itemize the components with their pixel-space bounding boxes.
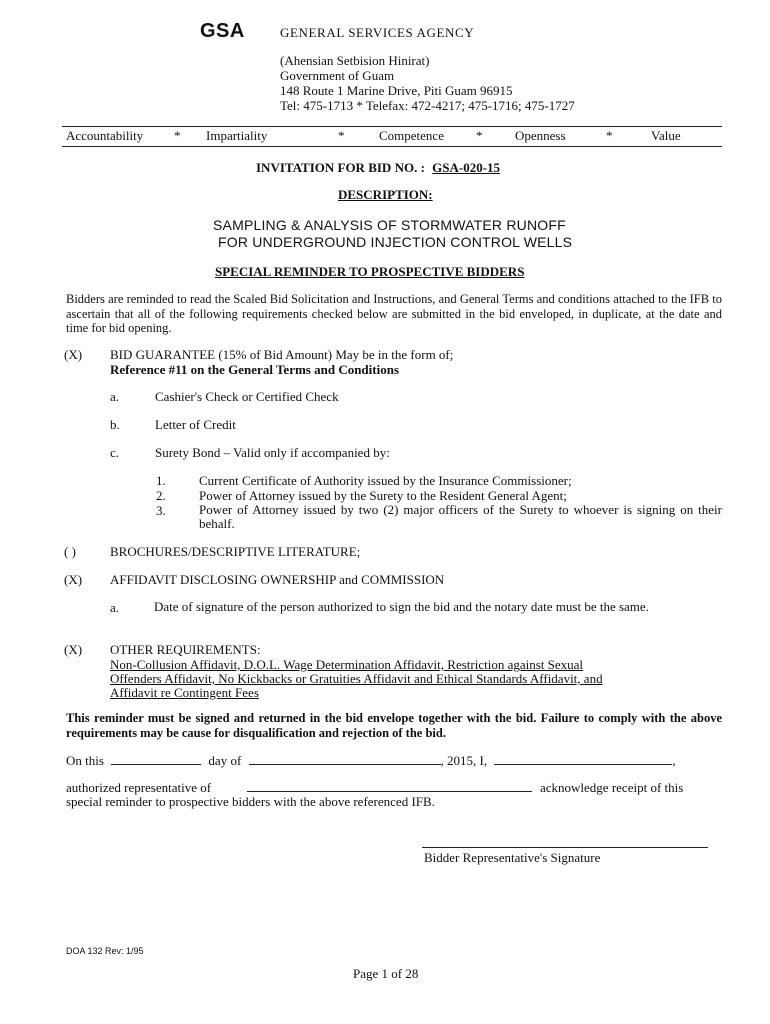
value-separator: *	[606, 128, 613, 143]
option-text: Cashier's Check or Certified Check	[155, 389, 339, 404]
value-item: Accountability	[66, 128, 144, 143]
gsa-logo: GSA	[200, 20, 245, 42]
sub-item-number: 3.	[156, 503, 166, 518]
page-number: Page 1 of 28	[353, 966, 419, 981]
affidavit-sub-letter: a.	[110, 600, 120, 615]
sub-item-text: Current Certificate of Authority issued by the Insurance Commissioner;	[199, 473, 572, 488]
checkbox-mark: (X)	[64, 642, 83, 657]
company-input-line[interactable]	[247, 791, 532, 792]
day-input-line[interactable]	[111, 753, 201, 765]
ifb-heading	[256, 160, 500, 176]
checkbox-mark: ( )	[64, 544, 76, 559]
values-bar	[66, 128, 716, 144]
checkbox-mark: (X)	[64, 347, 83, 362]
authorized-rep-label: authorized representative of	[66, 780, 212, 795]
project-title-line: SAMPLING & ANALYSIS OF STORMWATER RUNOFF	[213, 217, 566, 233]
acknowledgement-line-2: special reminder to prospective bidders with the above referenced IFB.	[66, 794, 435, 809]
other-requirements-detail: Non-Collusion Affidavit, D.O.L. Wage Determination Affidavit, Restriction against Sexual	[110, 657, 584, 672]
affidavit-text: AFFIDAVIT DISCLOSING OWNERSHIP and COMMISSION	[110, 572, 445, 587]
warning-text: This reminder must be signed and returned in the bid envelope together with the bid. Failure to comply with the above requirements may be cause for disqualification and rejection of the bid.	[66, 711, 722, 740]
signature-input-line[interactable]	[422, 847, 708, 848]
value-item: Impartiality	[206, 128, 268, 143]
reminder-intro: Bidders are reminded to read the Scaled Bid Solicitation and Instructions, and General Terms and conditions attached to the IFB to ascertain that all of the following requirements checked below are submitted in the bid enveloped, in duplicate, at the date and time for bid opening.	[66, 292, 722, 335]
agency-address	[280, 53, 575, 113]
option-text: Surety Bond – Valid only if accompanied by:	[155, 445, 390, 460]
acknowledge-label: acknowledge receipt of this	[540, 780, 684, 795]
form-code: DOA 132 Rev: 1/95	[66, 946, 144, 956]
value-item: Value	[651, 128, 681, 143]
value-item: Competence	[379, 128, 444, 143]
ifb-label: INVITATION FOR BID NO. :	[256, 160, 425, 175]
other-requirements-text: OTHER REQUIREMENTS:	[110, 642, 261, 657]
value-separator: *	[476, 128, 483, 143]
acknowledgement-line-1	[66, 753, 676, 769]
address-line: Government of Guam	[280, 68, 395, 83]
value-item: Openness	[515, 128, 566, 143]
checkbox-mark: (X)	[64, 572, 83, 587]
value-separator: *	[338, 128, 345, 143]
bid-guarantee-text: BID GUARANTEE (15% of Bid Amount) May be in the form of;	[110, 347, 454, 362]
address-line: (Ahensian Setbision Hinirat)	[280, 53, 430, 68]
other-requirements-detail: Offenders Affidavit, No Kickbacks or Gratuities Affidavit and Ethical Standards Affidavit, and	[110, 671, 603, 686]
reminder-heading: SPECIAL REMINDER TO PROSPECTIVE BIDDERS	[215, 264, 525, 279]
option-letter: a.	[110, 389, 120, 404]
address-line: Tel: 475-1713 * Telefax: 472-4217; 475-1716; 475-1727	[280, 98, 575, 113]
agency-name: GENERAL SERVICES AGENCY	[280, 25, 475, 40]
on-this-label: On this	[66, 753, 104, 768]
signature-label: Bidder Representative's Signature	[424, 850, 601, 865]
year-label: , 2015, I,	[440, 753, 488, 768]
other-requirements-detail: Affidavit re Contingent Fees	[110, 685, 259, 700]
sub-item-number: 2.	[156, 488, 166, 503]
values-bottom-rule	[62, 146, 722, 147]
description-heading: DESCRIPTION:	[338, 187, 433, 202]
brochures-text: BROCHURES/DESCRIPTIVE LITERATURE;	[110, 544, 361, 559]
project-title-line: FOR UNDERGROUND INJECTION CONTROL WELLS	[218, 234, 573, 250]
sub-item-text: Power of Attorney issued by the Surety to the Resident General Agent;	[199, 488, 567, 503]
option-letter: c.	[110, 445, 120, 460]
ifb-number: GSA-020-15	[432, 160, 501, 175]
address-line: 148 Route 1 Marine Drive, Piti Guam 96915	[280, 83, 513, 98]
option-text: Letter of Credit	[155, 417, 236, 432]
day-of-label: day of	[208, 753, 242, 768]
option-letter: b.	[110, 417, 120, 432]
bid-guarantee-reference: Reference #11 on the General Terms and Conditions	[110, 362, 400, 377]
month-input-line[interactable]	[249, 753, 441, 765]
sub-item-number: 1.	[156, 473, 166, 488]
values-top-rule	[62, 126, 722, 127]
end-comma: ,	[672, 753, 676, 768]
name-input-line[interactable]	[494, 753, 672, 765]
value-separator: *	[174, 128, 181, 143]
affidavit-sub-text: Date of signature of the person authorized to sign the bid and the notary date must be the same.	[154, 599, 649, 614]
sub-item-text: Power of Attorney issued by two (2) major officers of the Surety to whoever is signing on their behalf.	[199, 502, 722, 531]
